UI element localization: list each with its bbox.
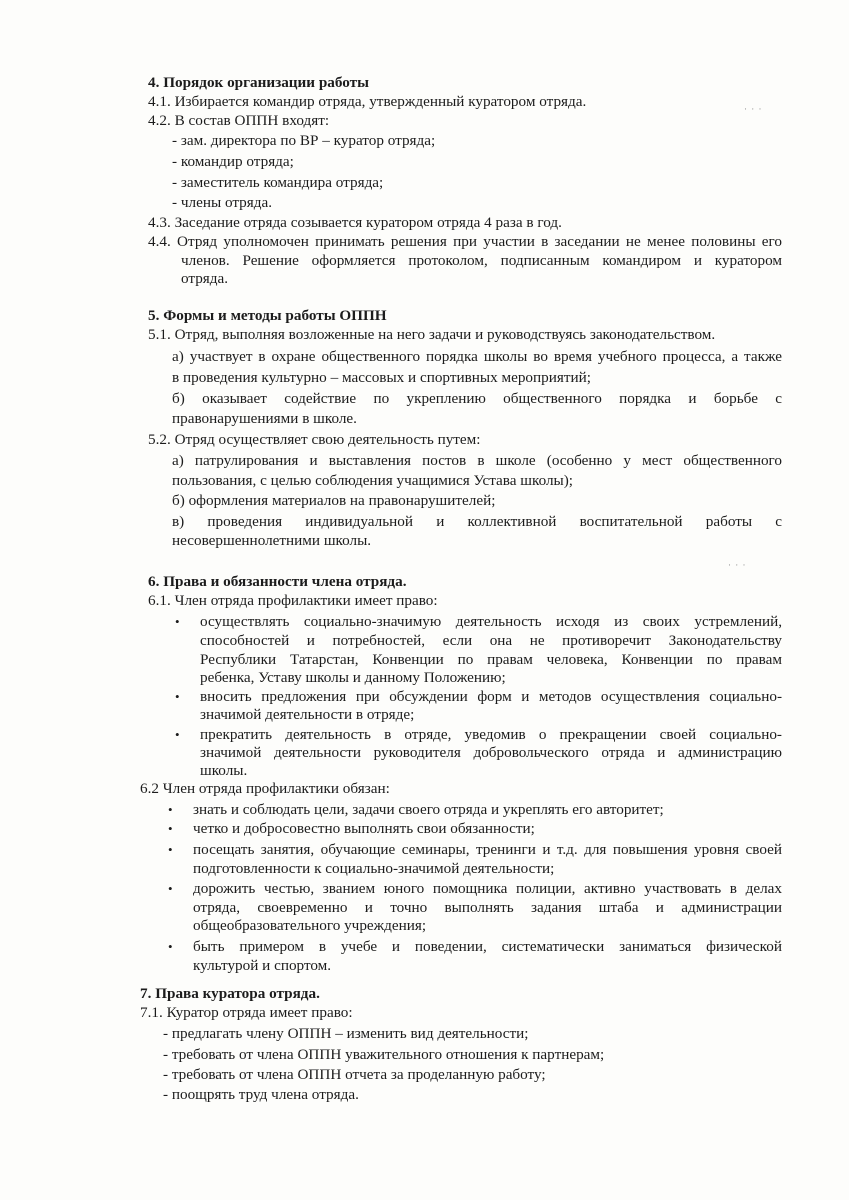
bullet-icon: • <box>175 689 180 704</box>
right-item: осуществлять социально-значимую деятельность исходя из своих устремлений, <box>200 613 782 630</box>
paragraph-4-4-line: членов. Решение оформляется протоколом, подписанным командиром и куратором <box>181 252 782 269</box>
paragraph-7-1: 7.1. Куратор отряда имеет право: <box>140 1004 353 1021</box>
list-item: - требовать от члена ОППН отчета за проделанную работу; <box>163 1066 546 1083</box>
item-5-2-a-line: пользования, с целью соблюдения учащимися Устава школы); <box>172 472 574 489</box>
paragraph-4-3: 4.3. Заседание отряда созывается куратором отряда 4 раза в год. <box>148 214 562 231</box>
item-5-2-c-line: несовершеннолетними школы. <box>172 532 372 549</box>
paragraph-5-2: 5.2. Отряд осуществляет свою деятельность путем: <box>148 431 481 448</box>
section-6-heading: 6. Права и обязанности члена отряда. <box>148 573 407 590</box>
list-item: - поощрять труд члена отряда. <box>163 1086 359 1103</box>
bullet-icon: • <box>168 842 173 857</box>
scan-artifact: · · · <box>728 560 747 570</box>
duty-item: быть примером в учебе и поведении, систематически заниматься физической <box>193 938 782 955</box>
bullet-icon: • <box>168 881 173 896</box>
duty-item: посещать занятия, обучающие семинары, тренинги и т.д. для повышения уровня своей <box>193 841 782 858</box>
bullet-icon: • <box>168 939 173 954</box>
right-item-line: способностей и потребностей, если она не противоречит Законодательству <box>200 632 782 649</box>
item-5-1-a: а) участвует в охране общественного порядка школы во время учебного процесса, а также <box>172 348 782 365</box>
right-item-line: значимой деятельности в отряде; <box>200 706 415 723</box>
item-5-1-b: б) оказывает содействие по укреплению общественного порядка и борьбе с <box>172 390 782 407</box>
list-item: - требовать от члена ОППН уважительного отношения к партнерам; <box>163 1046 605 1063</box>
duty-item: дорожить честью, званием юного помощника полиции, активно участвовать в делах <box>193 880 782 897</box>
bullet-icon: • <box>175 727 180 742</box>
list-item: - заместитель командира отряда; <box>172 174 384 191</box>
duty-item-line: отряда, своевременно и точно выполнять задания штаба и администрации <box>193 899 782 916</box>
item-5-1-b-line: правонарушениями в школе. <box>172 410 357 427</box>
right-item: вносить предложения при обсуждении форм и методов осуществления социально- <box>200 688 782 705</box>
duty-item-line: подготовленности к социально-значимой деятельности; <box>193 860 555 877</box>
right-item: прекратить деятельность в отряде, уведомив о прекращении своей социально- <box>200 726 782 743</box>
paragraph-5-1: 5.1. Отряд, выполняя возложенные на него задачи и руководствуясь законодательством. <box>148 326 716 343</box>
right-item-line: школы. <box>200 762 248 779</box>
bullet-icon: • <box>168 821 173 836</box>
duty-item: четко и добросовестно выполнять свои обязанности; <box>193 820 535 837</box>
right-item-line: значимой деятельности руководителя добровольческого отряда и администрацию <box>200 744 782 761</box>
list-item: - зам. директора по ВР – куратор отряда; <box>172 132 436 149</box>
paragraph-6-2: 6.2 Член отряда профилактики обязан: <box>140 780 390 797</box>
duty-item-line: культурой и спортом. <box>193 957 332 974</box>
paragraph-4-2: 4.2. В состав ОППН входят: <box>148 112 330 129</box>
bullet-icon: • <box>168 802 173 817</box>
bullet-icon: • <box>175 614 180 629</box>
item-5-2-a: а) патрулирования и выставления постов в школе (особенно у мест общественного <box>172 452 782 469</box>
item-5-2-b: б) оформления материалов на правонарушителей; <box>172 492 496 509</box>
duty-item-line: общеобразовательного учреждения; <box>193 917 427 934</box>
paragraph-4-4-line: отряда. <box>181 270 229 287</box>
paragraph-4-1: 4.1. Избирается командир отряда, утвержденный куратором отряда. <box>148 93 587 110</box>
item-5-2-c: в) проведения индивидуальной и коллективной воспитательной работы с <box>172 513 782 530</box>
item-5-1-a-line: в проведения культурно – массовых и спортивных мероприятий; <box>172 369 591 386</box>
duty-item: знать и соблюдать цели, задачи своего отряда и укреплять его авторитет; <box>193 801 664 818</box>
right-item-line: Республики Татарстан, Конвенции по правам человека, Конвенции по правам <box>200 651 782 668</box>
paragraph-6-1: 6.1. Член отряда профилактики имеет право: <box>148 592 438 609</box>
list-item: - предлагать члену ОППН – изменить вид деятельности; <box>163 1025 529 1042</box>
section-5-heading: 5. Формы и методы работы ОППН <box>148 307 387 324</box>
list-item: - члены отряда. <box>172 194 273 211</box>
list-item: - командир отряда; <box>172 153 294 170</box>
section-7-heading: 7. Права куратора отряда. <box>140 985 320 1002</box>
right-item-line: ребенка, Уставу школы и данному Положению; <box>200 669 506 686</box>
paragraph-4-4: 4.4. Отряд уполномочен принимать решения при участии в заседании не менее половины его <box>148 233 782 250</box>
scan-artifact: · · · <box>744 104 763 114</box>
section-4-heading: 4. Порядок организации работы <box>148 74 370 91</box>
